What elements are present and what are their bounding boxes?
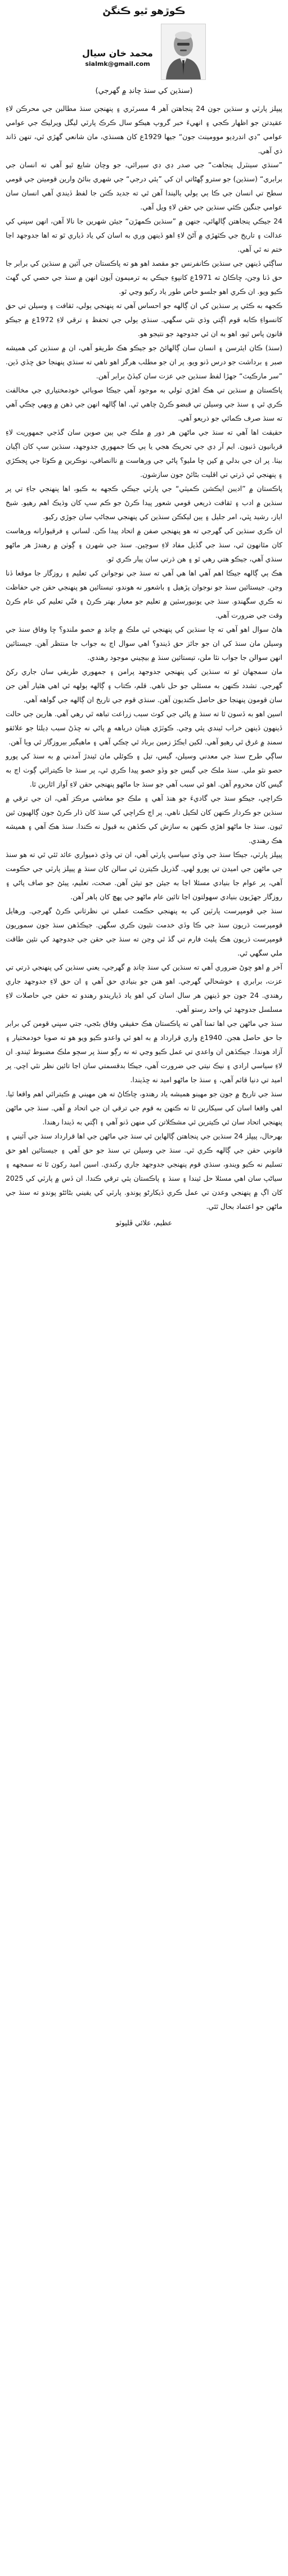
article-paragraph: ڪراچي، جيڪو سنڌ جي گاديءَ جو هنڌ آهي ۽ ملڪ جو معاشي مرڪز آهي، ان جي ترقي ۾ سنڌين جو ڪردار ڪنهن کان لڪيل ناهي. پر اڄ ڪراچي کي سنڌ کان ڌار ڪرڻ جون ڳالهيون ٿين ٿيون. سنڌ جا ماڻهو اهڙي ڪنهن به سازش کي ڪڏهن به قبول نه ڪندا. سنڌ هڪ آهي ۽ هميشه هڪ رهندي. [6, 794, 282, 845]
article-paragraph: پيپلز پارٽي، جيڪا سنڌ جي وڏي سياسي پارٽي آهي، ان تي وڏي ذميواري عائد ٿئي ٿي ته هو سنڌ جي ماڻهن جي اميدن تي پورو لهي. گذريل ڪيترن ئي سالن کان سنڌ ۾ پيپلز پارٽي جي حڪومت آهي، پر عوام جا بنيادي مسئلا اڃا به جيئن جو تيئن آهن. صحت، تعليم، پيئڻ جو صاف پاڻي ۽ روزگار جهڙيون بنيادي سهولتون اڃا تائين عام ماڻهو جي پهچ کان ٻاهر آهن. [6, 850, 282, 901]
article-paragraph: ساڳئي ڏينهن جي سنڌين ڪانفرنس جو مقصد اهو هو ته پاڪستان جي آئين ۾ سنڌين کي برابر جا حق ڏنا وڃن، ڇاڪاڻ ته 1971ع کانپوءِ جيڪي به ترميمون آيون انهن ۾ سنڌ جي حصي کي گهٽ ڪيو ويو. ان ڪري اهو جلسو خاص طور ياد رکيو وڃي ٿو. [6, 259, 282, 296]
article-paragraph: پيپلز پارٽي و سنڌين جون 24 پنجاهتن آهر 4 مسرٽري ۽ پنهنجن سنڌ مطالبن جي محرڪن لاءِ عقيدتن جو اظهار ڪجي ۽ انهيءَ خبر گروپ هيڪو سال ڪرڪ پارٽي ليگل ويرليڪ جي عوامي عوامي ”ڊي انڊرڊيو موومينٽ جون“ جيها 1929ع کان هسنڌي، مان شانعي گهڙي ٿي، تنهن ڏاند ذي آهي. [6, 104, 282, 155]
article-paragraph: حقيقت اها آهي ته سنڌ جي ماڻهن هر دور ۾ ملڪ جي ٻين صوبن سان گڏجي جمهوريت لاءِ قربانيون ڏنيون. ايم آر ڊي جي تحريڪ هجي يا ٻي ڪا جمهوري جدوجهد، سنڌين سڀ کان اڳيان بيٺا. پر ان جي بدلي ۾ کين ڇا مليو؟ پاڻي جي ورهاست ۾ ناانصافي، نوڪرين ۾ ڪوٽا جي ڀڃڪڙي ۽ پنهنجي ئي ڌرتي تي اقليت بڻائڻ جون سازشون. [6, 428, 282, 479]
author-photo [161, 24, 206, 80]
article-paragraph: ان ڪري سنڌين کي گهرجي ته هو پنهنجي صفن ۾ اتحاد پيدا ڪن. لساني ۽ فرقيوارانه ورهاست کان مٿانهون ٿي، سنڌ جي گڏيل مفاد لاءِ سوچين. سنڌ جي شهرن ۽ ڳوٺن ۾ رهندڙ هر ماڻهو سنڌي آهي، جيڪو هتي رهي ٿو ۽ هن ڌرتي سان پيار ڪري ٿو. [6, 526, 282, 563]
article-paragraph: پاڪستان ۾ سنڌين تي هڪ اهڙي ٽولي به موجود آهي جيڪا صوبائي خودمختياري جي مخالفت ڪري ٿي ۽ سنڌ جي وسيلن تي قبضو ڪرڻ چاهي ٿي. اها ڳالهه انهن جي ذهن ۾ ويهي چڪي آهي ته سنڌ صرف ڪمائي جو ذريعو آهي. [6, 386, 282, 422]
author-email[interactable]: sialmk@gmail.com [85, 60, 150, 68]
author-byline [6, 24, 282, 80]
article-paragraph: سنڌ جي قومپرست پارٽين کي به پنهنجي حڪمت عملي تي نظرثاني ڪرڻ گهرجي. ورهايل قومپرست ڌريون سنڌ جي ڪا وڏي خدمت نٿيون ڪري سگهن. جيڪڏهن سنڌ جون سموريون قومپرست ڌريون هڪ پليٽ فارم تي گڏ ٿي وڃن ته سنڌ جي حقن جي جدوجهد کي نئين طاقت ملي سگهي ٿي. [6, 907, 282, 957]
article-paragraph: بهرحال، پيپلز 24 سنڌين جي پنجاهتن ڳالهاين ئي سنڌ جي ماڻهن جي اها قرارداد سنڌ جي آئيني ۽ قانوني حقن جي ڳالهه ڪري ٿي. سنڌ جي وسيلن تي سنڌ جو حق آهي ۽ جيستائين اهو حق تسليم نه ڪيو ويندو، سنڌي قوم پنهنجي جدوجهد جاري رکندي. اسين اميد رکون ٿا ته سمجهه ۽ سياڻپ سان اهي مسئلا حل ٿيندا ۽ سنڌ ۽ پاڪستان ٻئي ترقي ڪندا. ان ڏس ۾ پارٽي کي 2025 کان اڳ ۾ پنهنجي وعدن تي عمل ڪري ڏيکارڻو پوندو. پارٽي کي يقيني بڻائڻو پوندو ته سنڌ جي ماڻهن جو اعتماد بحال ٿئي. [6, 1132, 282, 1211]
article-paragraph: ”سنڌي سينٽرل پنجاهت“ جي صدر ڊي ڊي سيرائي، جو وچان شايع ٿيو آهي ته انسان جي برابري“ (سنڌين) جو سترو ڳهڻاتي ان کي ”ٻئي درجي“ جي شهري بنائڻ وارين قوميتن جي قومي سطح تي انسان جي ڪا ٻي ٻولي ٻاليندا آهن ٿي ته جديد ڪنن جا لفظ ڏيندي آهي انسان سان عوامي جنگين ڪئي سنڌين جي حقن لاءِ ويل آهي. [6, 160, 282, 211]
article-paragraph: ڪجهه به ڪئي پر سنڌين کي ان ڳالهه جو احساس آهي ته پنهنجي ٻولي، ثقافت ۽ وسيلن تي حق کانسواءِ ڪابه قوم اڳتي وڌي نٿي سگهي. سنڌي ٻولي جي تحفظ ۽ ترقي لاءِ 1972ع ۾ جيڪو قانون پاس ٿيو، اهو به ان ئي جدوجهد جو نتيجو هو. [6, 301, 282, 338]
article-paragraph: 24 جيڪي پنجاهتن ڳالهائي، جنهن ۾ ”سنڌين ڪمهڙن“ جيئن شهرين جا نالا آهن، انهن سڀني کي عدالت ۽ تاريخ جي ڪٽهڙي ۾ آڻڻ لاءِ اهو ڏينهن وري به اسان کي ياد ڏياري ٿو ته اها جدوجهد اڃا ختم نه ٿي آهي. [6, 217, 282, 253]
article-paragraph: مان سمجهان ٿو ته سنڌين کي پنهنجي جدوجهد پرامن ۽ جمهوري طريقي سان جاري رکڻ گهرجي. تشدد ڪنهن به مسئلي جو حل ناهي. قلم، ڪتاب ۽ ڳالهه ٻولهه ئي اهي هٿيار آهن جن سان قومون پنهنجا حق حاصل ڪنديون آهن. سنڌي قوم جي تاريخ ان ڳالهه جي گواهه آهي. [6, 667, 282, 704]
article-subtitle: (سنڌين کي سنڌ چانڊ ۾ گهرجي) [95, 87, 193, 95]
author-info [82, 24, 153, 69]
article-title: ڪوڙهو ٿيو ڪنگڻ [102, 6, 186, 17]
article-paragraph: پاڪستان ۾ ”اديبن ايڪشن ڪميٽي“ جي پارٽي جيڪي ڪجهه به ڪيو، اها پنهنجي جاءِ تي پر سنڌين ۾ ادب ۽ ثقافت ذريعي قومي شعور پيدا ڪرڻ جو ڪم سڀ کان وڌيڪ اهم رهيو. شيخ اياز، رشيد ڀٽي، امر جليل ۽ ٻين ليکڪن سنڌين کي پنهنجي سڃاڻپ سان جوڙي رکيو. [6, 484, 282, 521]
article-paragraph: هڪ ٻي ڳالهه جيڪا اهم آهي اها هي آهي ته سنڌ جي نوجوانن کي تعليم ۽ روزگار جا موقعا ڏنا وڃن. جيستائين سنڌ جو نوجوان پڙهيل ۽ باشعور نه هوندو، تيستائين هو پنهنجي حقن جي حفاظت نه ڪري سگهندو. سنڌ جي يونيورسٽين ۾ تعليم جو معيار بهتر ڪرڻ ۽ فنّي تعليم کي عام ڪرڻ وقت جي ضرورت آهي. [6, 569, 282, 619]
article-paragraph: هاڻ سوال اهو آهي ته ڇا سنڌين کي پنهنجي ئي ملڪ ۾ چانڊ ۾ حصو ملندو؟ ڇا وفاق سنڌ جي وسيلن مان سنڌ کي ان جو جائز حق ڏيندو؟ اهي سوال اڄ به جواب جا منتظر آهن. جيستائين انهن سوالن جا جواب نٿا ملن، تيستائين سنڌ ۾ بيچيني موجود رهندي. [6, 625, 282, 662]
article-signoff: عظيم، علائي ڦلپوٽو [116, 1218, 172, 1227]
article-paragraph: سنڌ جي ماڻهن جي اها تمنا آهي ته پاڪستان هڪ حقيقي وفاق بڻجي، جتي سڀني قومن کي برابر جا حق حاصل هجن. 1940ع واري قرارداد ۾ به اهو ئي واعدو ڪيو ويو هو ته صوبا خودمختيار ۽ آزاد هوندا. جيڪڏهن ان واعدي تي عمل ڪيو وڃي ته نه رڳو سنڌ پر سڄو ملڪ مضبوط ٿيندو. ان لاءِ سياسي ارادي ۽ نيڪ نيتي جي ضرورت آهي، جيڪا بدقسمتي سان اڃا تائين نظر نٿي اچي. پر اميد تي دنيا قائم آهي، ۽ سنڌ جا ماڻهو اميد نه ڇڏيندا. [6, 1019, 282, 1084]
article-paragraph: اسين اهو به ڏسون ٿا ته سنڌ ۾ پاڻي جي کوٽ سبب زراعت تباهه ٿي رهي آهي. هارين جي حالت ڏينهون ڏينهن خراب ٿيندي پئي وڃي. ڪوٽڙي هيٺان درياهه ۾ پاڻي نه ڇڏڻ سبب ڊيلٽا جو علائقو سمنڊ ۾ غرق ٿي رهيو آهي. لکين ايڪڙ زمين برباد ٿي چڪي آهي ۽ ماهيگير بيروزگار ٿي ويا آهن. [6, 709, 282, 746]
article-paragraph: آخر ۾ اهو چوڻ ضروري آهي ته سنڌين کي سنڌ چانڊ ۾ گهرجي، يعني سنڌين کي پنهنجي ڌرتي تي عزت، برابري ۽ خوشحالي گهرجي. اهو هنن جو بنيادي حق آهي ۽ ان حق لاءِ جدوجهد جاري رهندي. 24 جون جو ڏينهن هر سال اسان کي اهو ياد ڏياريندو رهندو ته حقن جي حاصلات لاءِ مسلسل جدوجهد ئي واحد رستو آهي. [6, 963, 283, 1014]
author-portrait-image [161, 24, 205, 79]
author-name: محمد خان سيال [82, 48, 153, 59]
article-paragraph: (سنڌ) ڪان ايئرسن ۽ انسان سان ڳالهائڻ جو جيڪو هڪ طريقو آهي، ان ۾ سنڌين کي هميشه صبر ۽ برداشت جو درس ڏنو ويو. پر ان جو مطلب هرگز اهو ناهي ته سنڌي پنهنجا حق ڇڏي ڏين. ”سر مارڪيٽ“ جهڙا لفظ سنڌين جي عزت سان کيڏڻ برابر آهن. [6, 343, 282, 380]
article-paragraph: سنڌ جي تاريخ ۾ جون جو مهينو هميشه ياد رهندو، ڇاڪاڻ ته هن مهيني ۾ ڪيترائي اهم واقعا ٿيا. اهي واقعا اسان کي سيکارين ٿا ته ڪنهن به قوم جي ترقي ان جي اتحاد ۾ آهي. سنڌ جي ماڻهن پنهنجي اتحاد سان ئي ڪيترين ئي مشڪلاتن کي منهن ڏنو آهي ۽ اڳتي به ڏيندا رهندا. [6, 1090, 282, 1126]
article-body [6, 101, 282, 1213]
article-paragraph: ساڳي طرح سنڌ جي معدني وسيلن، گيس، تيل ۽ ڪوئلي مان ٿيندڙ آمدني ۾ به سنڌ کي پورو حصو نٿو ملي. سنڌ ملڪ جي گيس جو وڏو حصو پيدا ڪري ٿي، پر سنڌ جا ڪيترائي ڳوٺ اڄ به گيس کان محروم آهن. اهو ئي سبب آهي جو سنڌ جا ماڻهو پنهنجي حقن لاءِ آواز اٿارين ٿا. [6, 752, 282, 788]
